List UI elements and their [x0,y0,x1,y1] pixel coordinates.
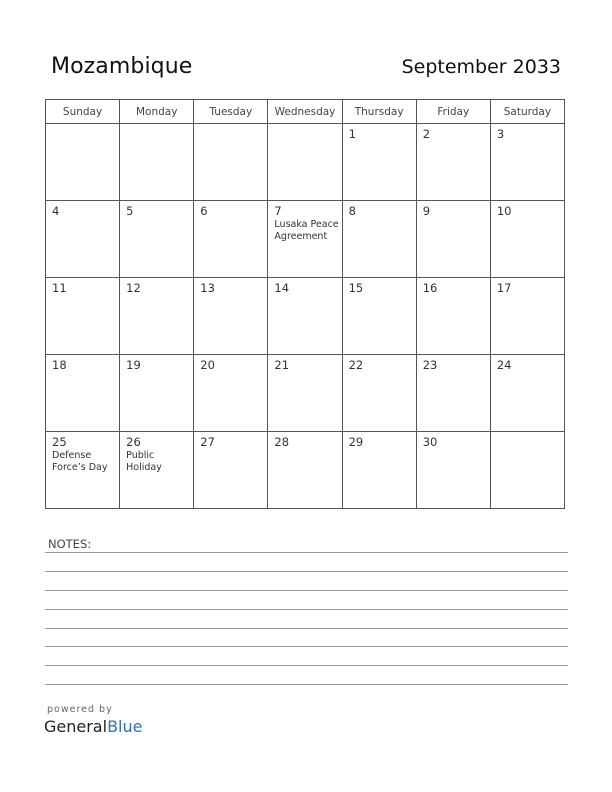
day-cell [490,355,564,432]
day-cell [194,124,268,201]
day-cell [416,278,490,355]
day-number: 11 [52,281,67,295]
day-cell [46,432,120,509]
week-row-1 [46,124,565,201]
weekday-tuesday: Tuesday [194,100,268,124]
calendar-month-title: September 2033 [401,56,561,78]
day-cell [268,278,342,355]
day-number: 25 [52,435,67,449]
day-cell [194,278,268,355]
day-number: 16 [422,281,438,295]
day-number: 10 [496,204,512,218]
day-cell [46,201,120,278]
holiday-label: Public Holiday [126,450,162,473]
generalblue-logo [44,717,142,736]
day-number: 3 [496,127,505,141]
day-number: 28 [274,435,290,449]
holiday-label: Lusaka Peace Agreement [274,219,339,242]
weekday-wednesday: Wednesday [268,100,342,124]
day-cell [342,432,416,509]
weekday-monday: Monday [120,100,194,124]
day-cell [342,201,416,278]
day-number: 27 [200,435,215,449]
notes-line [45,628,568,629]
day-number: 30 [422,435,438,449]
day-number: 4 [52,204,60,218]
day-cell [194,432,268,509]
day-cell [46,355,120,432]
day-cell [120,278,194,355]
day-cell [416,355,490,432]
day-cell [120,355,194,432]
day-cell [268,355,342,432]
day-cell [416,124,490,201]
week-row-5 [46,432,565,509]
notes-line [45,609,568,610]
day-cell [120,124,194,201]
day-number: 18 [52,358,67,372]
weekday-thursday: Thursday [342,100,416,124]
weekday-friday: Friday [416,100,490,124]
day-cell [120,201,194,278]
day-cell [490,201,564,278]
day-number: 22 [348,358,364,372]
day-cell [490,432,564,509]
day-number: 13 [200,281,215,295]
powered-by-text: powered by [47,704,113,715]
week-row-4 [46,355,565,432]
day-cell [490,278,564,355]
brand-name-general: General [44,717,108,736]
day-number: 20 [200,358,215,372]
day-number: 1 [348,127,356,141]
day-number: 26 [126,435,141,449]
day-cell [342,278,416,355]
weekday-header-row [46,100,565,124]
day-cell [416,201,490,278]
notes-line [45,571,568,572]
day-cell [194,355,268,432]
day-cell [342,124,416,201]
day-cell [194,201,268,278]
notes-line [45,665,568,666]
weekday-sunday: Sunday [46,100,120,124]
notes-label: NOTES: [48,537,92,551]
month-calendar-grid [45,99,565,509]
day-cell [490,124,564,201]
day-number: 7 [274,204,282,218]
week-row-2 [46,201,565,278]
notes-line [45,590,568,591]
day-number: 29 [348,435,364,449]
day-number: 19 [126,358,141,372]
day-cell [342,355,416,432]
holiday-label: Defense Force’s Day [52,450,108,473]
day-cell [268,124,342,201]
day-cell [120,432,194,509]
day-cell [416,432,490,509]
brand-name-blue: Blue [107,717,143,736]
day-cell [46,278,120,355]
day-number: 2 [422,127,431,141]
day-cell [268,201,342,278]
day-number: 23 [422,358,438,372]
weekday-saturday: Saturday [490,100,564,124]
day-number: 12 [126,281,141,295]
day-number: 5 [126,204,134,218]
notes-line [45,552,568,553]
day-number: 14 [274,281,290,295]
day-number: 6 [200,204,208,218]
calendar-country-title: Mozambique [51,54,193,79]
day-cell [46,124,120,201]
day-number: 24 [496,358,512,372]
notes-line [45,684,568,685]
day-number: 9 [422,204,431,218]
day-number: 15 [348,281,364,295]
day-number: 21 [274,358,290,372]
week-row-3 [46,278,565,355]
day-number: 8 [348,204,356,218]
day-cell [268,432,342,509]
day-number: 17 [496,281,512,295]
notes-line [45,646,568,647]
